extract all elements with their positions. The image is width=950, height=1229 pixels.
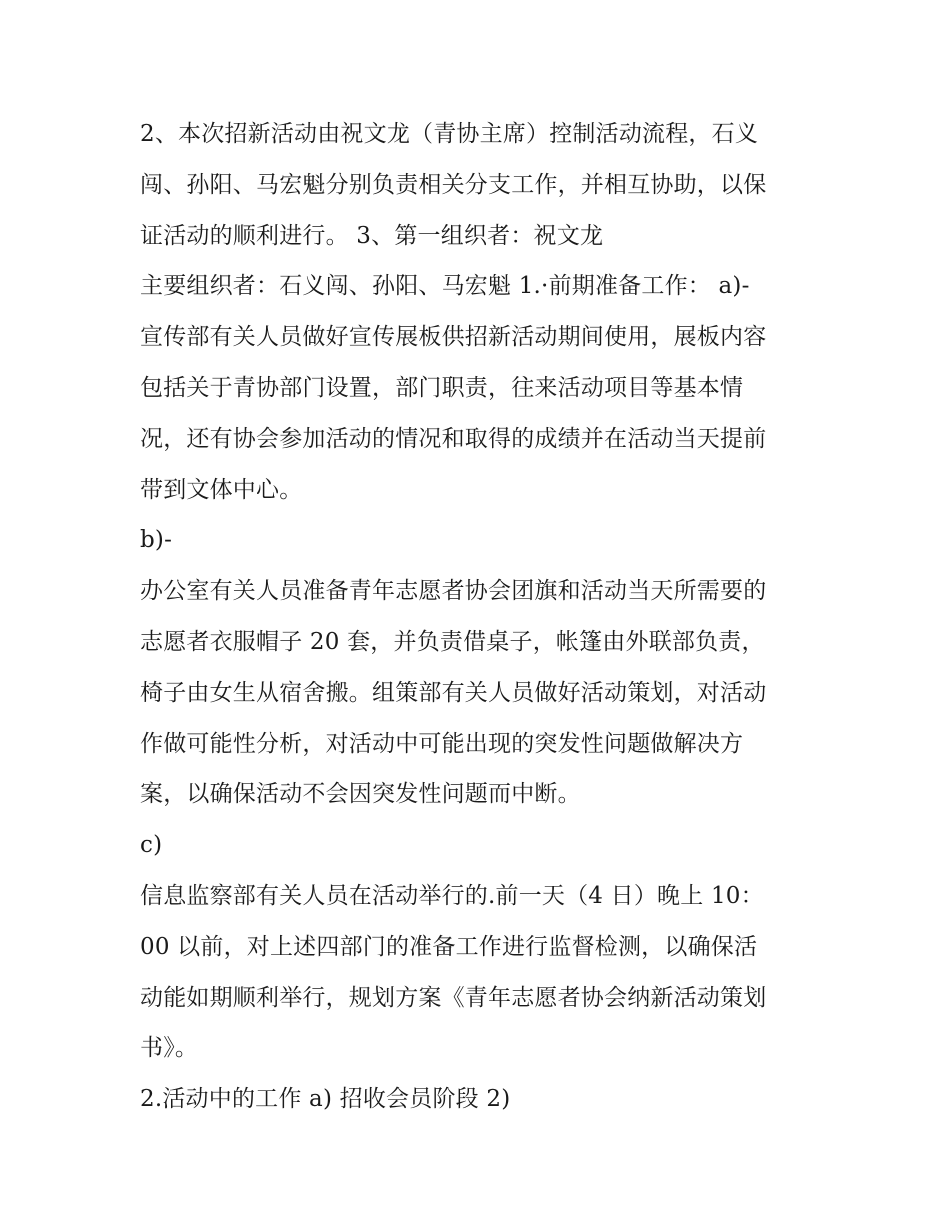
text-line: 宣传部有关人员做好宣传展板供招新活动期间使用，展板内容 [140,324,767,351]
text-line: 包括关于青协部门设置，部门职责，往来活动项目等基本情 [140,374,744,401]
text-line: 作做可能性分析，对活动中可能出现的突发性问题做解决方 [140,730,744,757]
text-line: 椅子由女生从宿舍搬。组策部有关人员做好活动策划，对活动 [140,679,767,706]
text-line: 书》。 [140,1035,199,1062]
text-line: 证活动的顺利进行。 3、第一组织者：祝文龙 [140,222,604,249]
text-line: 动能如期顺利举行，规划方案《青年志愿者协会纳新活动策划 [140,984,767,1011]
text-line: 信息监察部有关人员在活动举行的.前一天（4 日）晚上 10： [140,882,764,909]
text-line: 案，以确保活动不会因突发性问题而中断。 [140,781,581,808]
text-line: 主要组织者：石义闯、孙阳、马宏魁 1.·前期准备工作： a)- [140,273,750,300]
document-body [140,109,830,1125]
text-line: 带到文体中心。 [140,476,303,503]
text-line: 闯、孙阳、马宏魁分别负责相关分支工作，并相互协助，以保 [140,171,767,198]
text-line: 志愿者衣服帽子 20 套，并负责借桌子，帐篷由外联部负责， [140,628,765,655]
text-line: 办公室有关人员准备青年志愿者协会团旗和活动当天所需要的 [140,578,767,605]
text-line: 况，还有协会参加活动的情况和取得的成绩并在活动当天提前 [140,425,767,452]
text-line: 2、本次招新活动由祝文龙（青协主席）控制活动流程，石义 [140,121,759,147]
text-line: b)- [140,527,173,554]
text-line: 00 以前，对上述四部门的准备工作进行监督检测，以确保活 [140,933,758,960]
text-line: c) [140,832,163,859]
text-line: 2.活动中的工作 a) 招收会员阶段 2) [140,1086,511,1113]
